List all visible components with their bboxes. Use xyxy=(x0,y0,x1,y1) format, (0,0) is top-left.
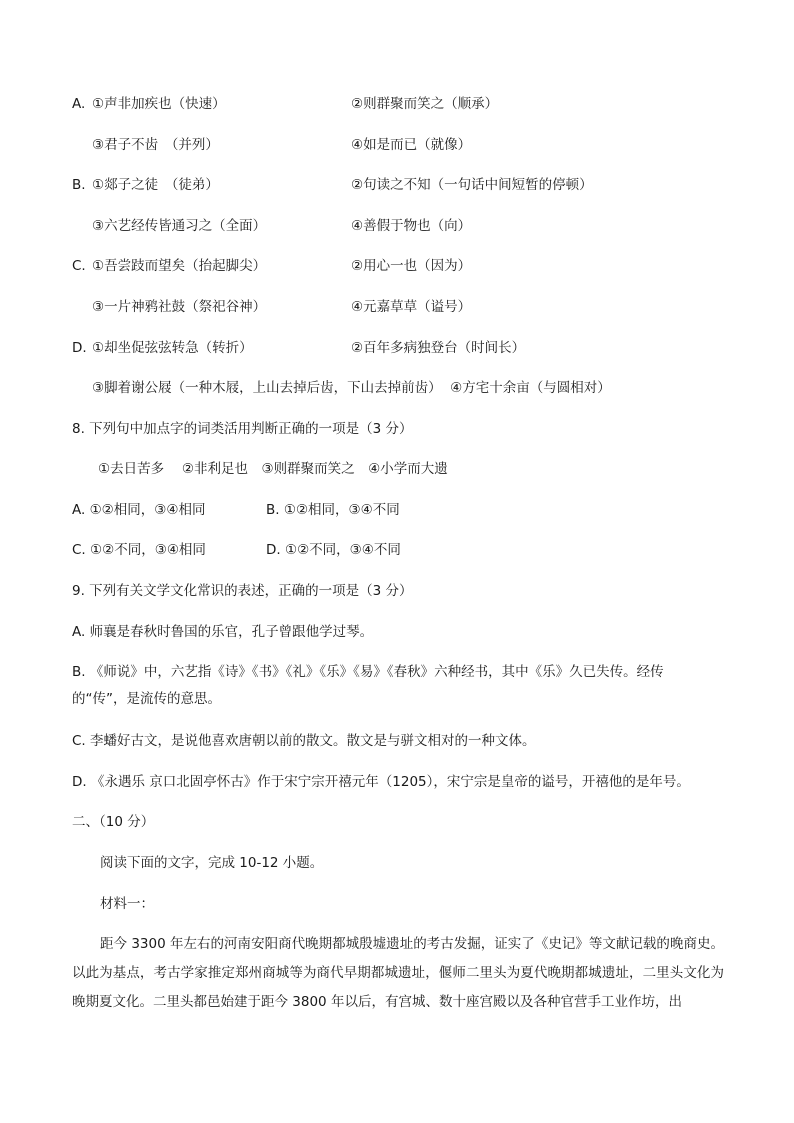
option-item: ②则群聚而笑之（顺承） xyxy=(351,96,499,112)
answer-option-c: C. 李蟠好古文，是说他喜欢唐朝以前的散文。散文是与骈文相对的一种文体。 xyxy=(72,733,536,749)
option-item: ②用心一也（因为） xyxy=(351,258,472,274)
option-item: ①郯子之徒 （徒弟） xyxy=(92,177,219,193)
answer-option-b: B. 《师说》中，六艺指《诗》《书》《礼》《乐》《易》《春秋》六种经书，其中《乐》久已失传。经传 xyxy=(72,664,664,680)
option-item: ①吾尝跂而望矣（抬起脚尖） xyxy=(92,258,267,274)
answer-option-d: D. ①②不同，③④不同 xyxy=(266,542,401,558)
question-stem: 8. 下列句中加点字的词类活用判断正确的一项是（3 分） xyxy=(72,421,413,437)
answer-option-b-continued: 的“传”，是流传的意思。 xyxy=(72,691,221,707)
answer-option-a: A. 师襄是春秋时鲁国的乐官，孔子曾跟他学过琴。 xyxy=(72,624,374,640)
option-item: ③君子不齿 （并列） xyxy=(92,137,219,153)
option-item: ①声非加疾也（快速） xyxy=(92,96,226,112)
answer-option-c: C. ①②不同，③④相同 xyxy=(72,542,206,558)
option-item: ④元嘉草草（谥号） xyxy=(351,299,472,315)
question-sentences: ①去日苦多 ②非利足也 ③则群聚而笑之 ④小学而大遗 xyxy=(98,461,448,477)
answer-option-b: B. ①②相同，③④不同 xyxy=(266,502,400,518)
option-item: ③脚着谢公屐（一种木屐，上山去掉后齿，下山去掉前齿） ④方宅十余亩（与圆相对） xyxy=(92,380,611,396)
question-stem: 9. 下列有关文学文化常识的表述，正确的一项是（3 分） xyxy=(72,583,413,599)
option-item: ②百年多病独登台（时间长） xyxy=(351,340,526,356)
option-letter: A. xyxy=(72,96,86,112)
option-item: ②句读之不知（一句话中间短暂的停顿） xyxy=(351,177,593,193)
section-heading: 二、（10 分） xyxy=(72,814,155,830)
option-item: ①却坐促弦弦转急（转折） xyxy=(92,340,253,356)
option-letter: C. xyxy=(72,258,86,274)
answer-option-a: A. ①②相同，③④相同 xyxy=(72,502,206,518)
option-letter: D. xyxy=(72,340,87,356)
option-item: ③一片神鸦社鼓（祭祀谷神） xyxy=(92,299,267,315)
option-letter: B. xyxy=(72,177,86,193)
option-item: ③六艺经传皆通习之（全面） xyxy=(92,218,267,234)
answer-option-d: D. 《永遇乐 京口北固亭怀古》作于宋宁宗开禧元年（1205），宋宁宗是皇帝的谥号，开禧他的是年号。 xyxy=(72,774,690,790)
option-item: ④如是而已（就像） xyxy=(351,137,472,153)
reading-instruction: 阅读下面的文字，完成 10-12 小题。 xyxy=(100,855,324,871)
option-item: ④善假于物也（向） xyxy=(351,218,472,234)
material-label: 材料一： xyxy=(100,896,154,912)
reading-passage: 距今 3300 年左右的河南安阳商代晚期都城殷墟遗址的考古发掘，证实了《史记》等文献记载的晚商史。以此为基点，考古学家推定郑州商城等为商代早期都城遗址，偃师二里头为夏代晚期都城遗址，二里头文化为晚期夏文化。二里头都邑始建于距今 3800 年以后，有宫城、数十座宫殿以及各种官营手工业作坊，出 xyxy=(72,936,724,1010)
